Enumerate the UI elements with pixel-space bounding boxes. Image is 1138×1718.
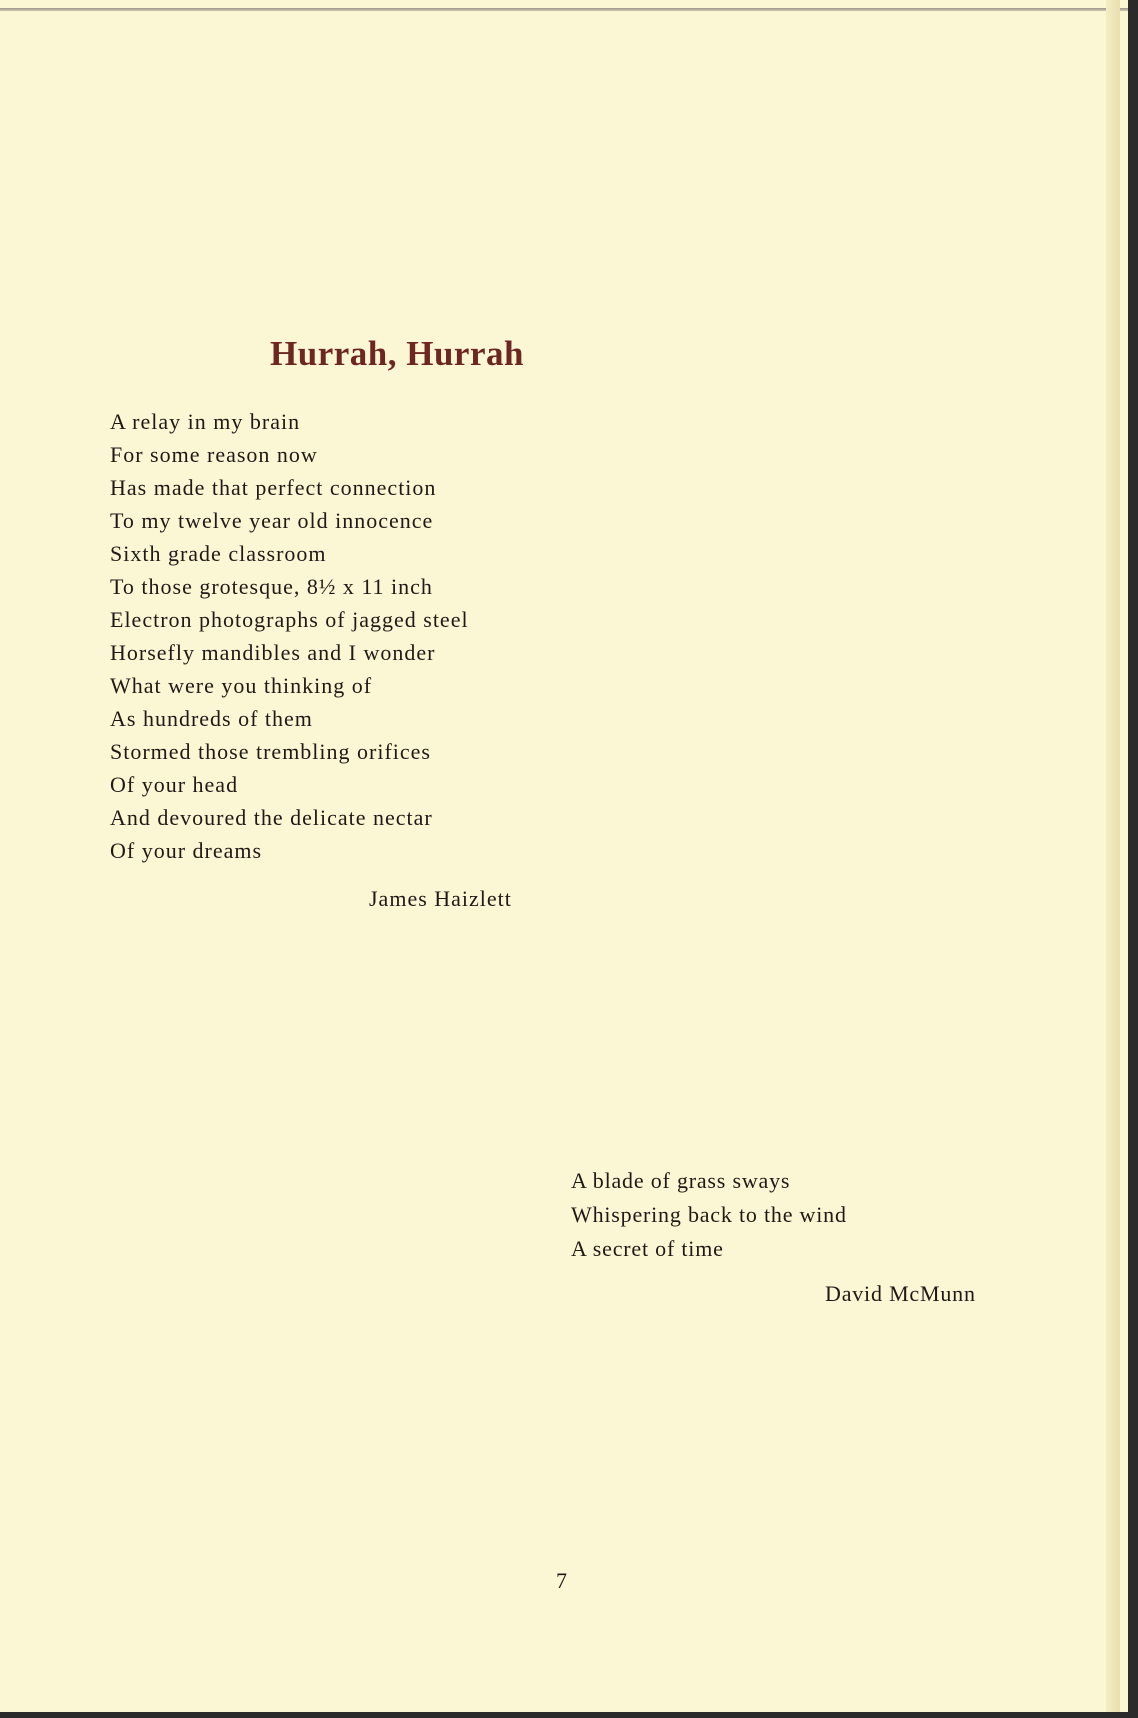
- poem-line: For some reason now: [110, 442, 318, 467]
- haiku-body: [571, 1164, 847, 1266]
- page-edge: [1106, 0, 1120, 1712]
- poem-author: James Haizlett: [369, 886, 512, 911]
- poem-line: As hundreds of them: [110, 706, 313, 731]
- poem-line: To my twelve year old innocence: [110, 508, 434, 533]
- poem-title: Hurrah, Hurrah: [270, 334, 524, 373]
- top-rule: [0, 8, 1128, 11]
- poem-line: Electron photographs of jagged steel: [110, 607, 469, 632]
- poem-line: Of your dreams: [110, 838, 263, 863]
- haiku-line: A secret of time: [571, 1236, 724, 1261]
- poem-line: Of your head: [110, 772, 239, 797]
- poem-line: What were you thinking of: [110, 673, 373, 698]
- page-number: 7: [556, 1568, 567, 1593]
- poem-line: Horsefly mandibles and I wonder: [110, 640, 436, 665]
- haiku-line: Whispering back to the wind: [571, 1202, 847, 1227]
- haiku-line: A blade of grass sways: [571, 1168, 791, 1193]
- poem-line: To those grotesque, 8½ x 11 inch: [110, 574, 433, 599]
- poem-line: A relay in my brain: [110, 409, 301, 434]
- poem-body: [110, 405, 469, 867]
- haiku-author: David McMunn: [825, 1281, 976, 1306]
- poem-line: Stormed those trembling orifices: [110, 739, 431, 764]
- poem-line: Sixth grade classroom: [110, 541, 327, 566]
- poem-line: Has made that perfect connection: [110, 475, 437, 500]
- poem-line: And devoured the delicate nectar: [110, 805, 433, 830]
